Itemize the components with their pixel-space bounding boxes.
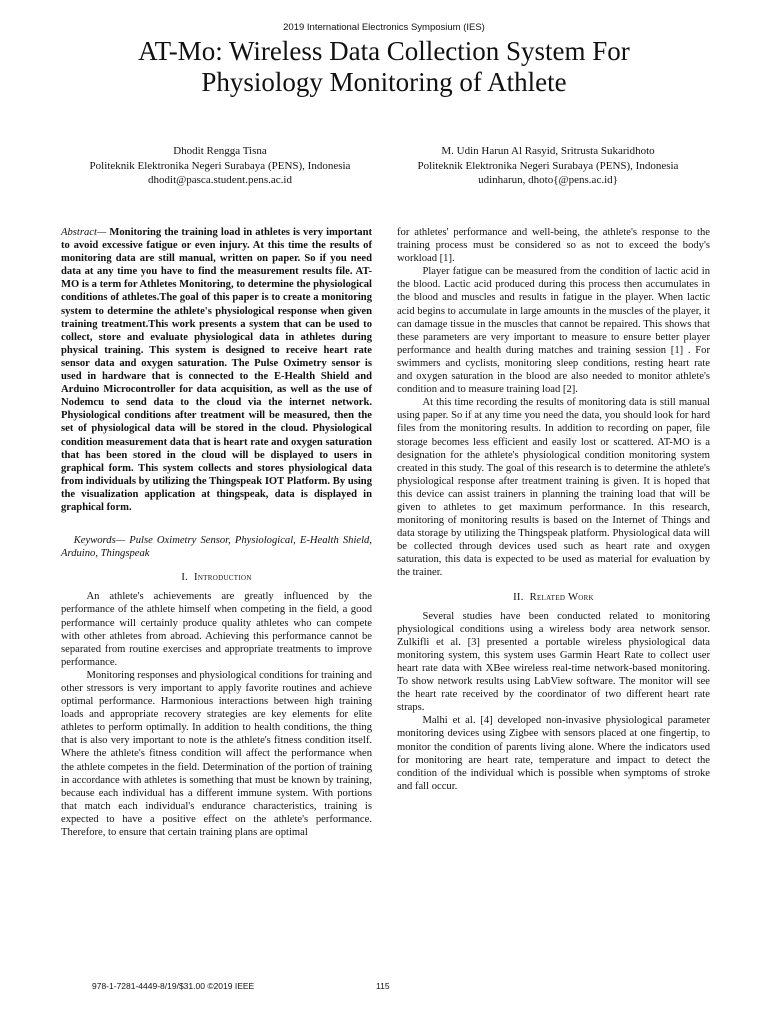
author-email: udinharun, dhoto{@pens.ac.id} xyxy=(478,174,618,187)
section-number: II. xyxy=(513,591,524,603)
intro-paragraph-5: At this time recording the results of monitoring data is still manual using paper. So if at any time you need the data, you should look for hard files from the monitoring results. In addition to recording on paper, file storage becomes less efficient and easily lost or scattered. AT-MO is a designation for the athlete's physiological condition monitoring system created in this study. The goal of this research is to determine the athlete's physiological response after treatment training is given. It is hoped that this device can assist trainers in planning the training load that will be given to athletes to get maximum performance. In this research, monitoring of monitoring results is based on the Internet of Things and data storage by utilizing the Thingspeak platform. Physiological data will be collected through devices used such as heart rate and oxygen saturation, this data is expected to be used as material for evaluation by the trainer. xyxy=(397,397,710,579)
section-title: Introduction xyxy=(194,572,252,584)
title-line-2: Physiology Monitoring of Athlete xyxy=(201,67,567,97)
section-heading-introduction xyxy=(61,571,372,584)
conference-header: 2019 International Electronics Symposium (IES) xyxy=(283,22,485,33)
paper-title xyxy=(40,36,728,98)
intro-paragraph-3: for athletes' performance and well-being, the athlete's response to the training process must be considered so as not to exceed the body's workload [1]. xyxy=(397,227,710,265)
keywords: Keywords— Pulse Oximetry Sensor, Physiological, E-Health Shield, Arduino, Thingspeak xyxy=(61,535,372,560)
author-name: Dhodit Rengga Tisna xyxy=(173,145,267,157)
left-column xyxy=(61,226,372,839)
page-number: 115 xyxy=(376,981,390,991)
section-heading-related-work xyxy=(397,591,710,604)
author-block-1 xyxy=(50,144,390,188)
abstract xyxy=(61,226,372,514)
intro-paragraph-2: Monitoring responses and physiological conditions for training and other stressors is very important to apply favorite routines and achieve optimal performance. Harmonious interactions between high training loads and appropriate recovery strategies are key elements for elite athletes to perform optimally. In addition to health conditions, the thing that is also very important to note is the athlete's fitness condition itself. Where the athlete's fitness condition will affect the performance when the athlete competes in the field. Determination of the portion of training in accordance with athletes is something that must be known by training, because each individual has a different immune system. With portions that match each individual's endurance characteristics, training is expected to have a positive effect on the athlete's performance. Therefore, to ensure that certain training plans are optimal xyxy=(61,669,372,839)
related-paragraph-1: Several studies have been conducted related to monitoring physiological conditions using a wireless body area network sensor. Zulkifli et al. [3] presented a portable wireless physiological data monitoring system, this system uses Garmin Heart Rate to collect user heart rate data with XBee wireless real-time network-based monitoring. To show network results using LabView software. The monitor will see the heart rate received by the coordinator of two different heart rate straps. xyxy=(397,610,710,714)
section-title: Related Work xyxy=(529,591,594,603)
author-affiliation: Politeknik Elektronika Negeri Surabaya (PENS), Indonesia xyxy=(417,159,679,172)
author-name: M. Udin Harun Al Rasyid, Sritrusta Sukaridhoto xyxy=(441,145,655,157)
copyright-footer: 978-1-7281-4449-8/19/$31.00 ©2019 IEEE xyxy=(92,981,255,991)
author-email: dhodit@pasca.student.pens.ac.id xyxy=(148,174,292,187)
intro-paragraph-4: Player fatigue can be measured from the condition of lactic acid in the blood. Lactic acid produced during this process then accumulates in the blood and muscles and results in fatigue in the player. When lactic acid begins to accumulate in large amounts in the muscles of the player, it can damage tissue in the muscles that cannot be repaired. This shows that these parameters are very important to measure to ensure better player performance and health during matches and training session [1] . For swimmers and cyclists, monitoring sleep conditions, resting heart rate and oxygen saturation in the blood are also needed to monitor athlete's condition and to measure training load [2]. xyxy=(397,266,710,396)
right-column xyxy=(397,226,710,793)
abstract-label: Abstract— xyxy=(61,227,107,238)
author-block-2 xyxy=(378,144,718,188)
author-affiliation: Politeknik Elektronika Negeri Surabaya (PENS), Indonesia xyxy=(89,159,351,172)
related-paragraph-2: Malhi et al. [4] developed non-invasive physiological parameter monitoring devices using Zigbee with sensors placed at one fingertip, to monitor the condition of parents living alone. Where the indicators used for monitoring are heart rate, temperature and impact to detect the condition of the individual which is possible when symptoms of stroke and fall occur. xyxy=(397,715,710,792)
title-line-1: AT-Mo: Wireless Data Collection System For xyxy=(138,36,630,66)
section-number: I. xyxy=(181,572,189,584)
intro-paragraph-1: An athlete's achievements are greatly influenced by the performance of the athlete himself when competing in the field, a good performance will certainly produce quality athletes who can compete with other athletes from abroad. Achieving this performance cannot be separated from routine exercises and appropriate treatments to improve performance. xyxy=(61,591,372,668)
abstract-text: Monitoring the training load in athletes is very important to avoid excessive fatigue or even injury. At this time the results of monitoring data are still manual, written on paper. So if you need data at any time you have to find the measurement results file. AT-MO is a term for Athletes Monitoring, to determine the physiological conditions of athletes.The goal of this paper is to create a monitoring system to determine the athlete's physiological response when given training treatment.This work presents a system that can be used to collect, store and evaluate physiological data in athletes during physical training. This system is designed to receive heart rate sensor data and oxygen saturation. The Pulse Oximetry sensor is used in hardware that is connected to the E-Health Shield and Arduino Microcontroller for data acquisition, as well as the use of Nodemcu to send data to the cloud via the internet network. Physiological conditions after treatment will be measured, then the set of physiological data will be stored in the cloud. Physiological condition measurement data that is heart rate and oxygen saturation that has been stored in the cloud will be displayed to users in graphical form. This system collects and stores physiological data from individuals by utilizing the Thingspeak IOT Platform. By using the visualization application at thingspeak, data is displayed in graphical form. xyxy=(61,227,372,513)
